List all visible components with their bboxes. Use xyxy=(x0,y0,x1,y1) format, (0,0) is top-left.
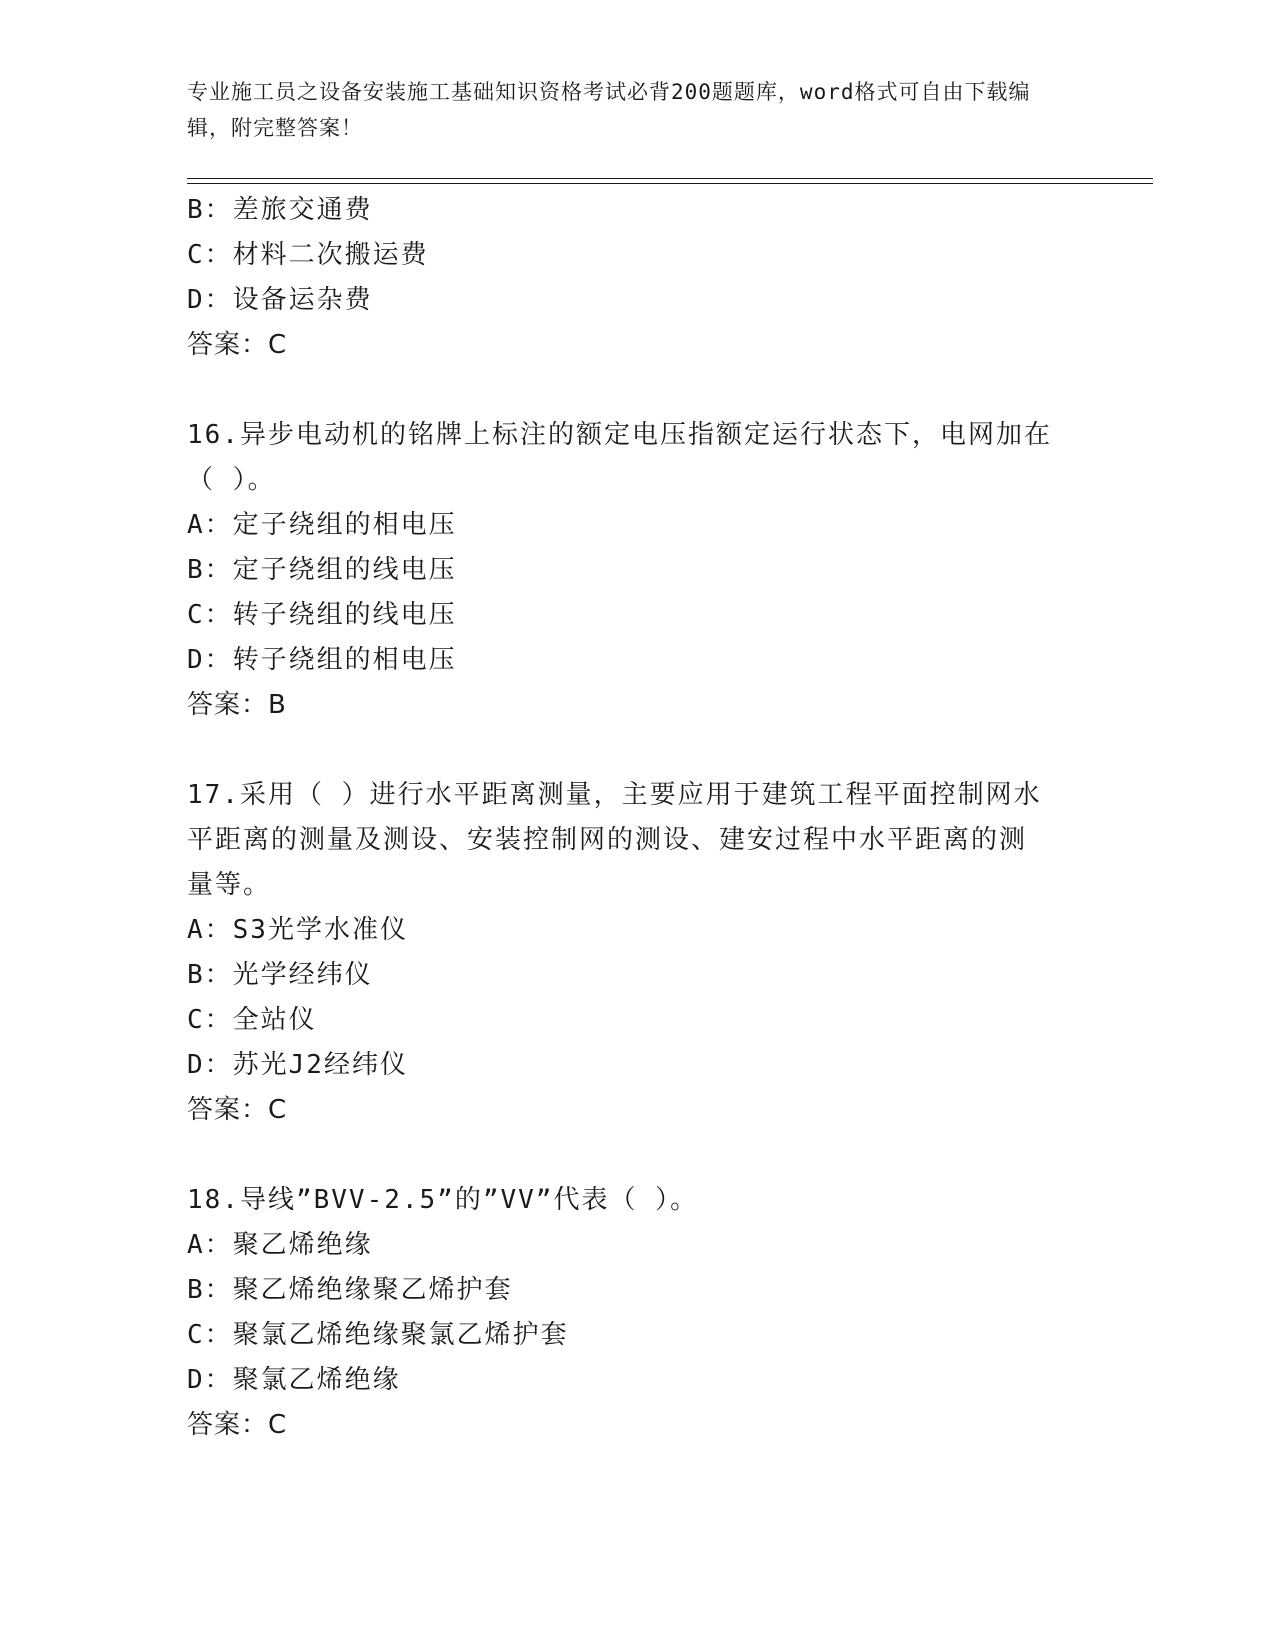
option-b: B：定子绕组的线电压 xyxy=(187,555,457,585)
option-c: C：转子绕组的线电压 xyxy=(187,600,457,630)
option-d: D：转子绕组的相电压 xyxy=(187,645,457,675)
option-a: A：聚乙烯绝缘 xyxy=(187,1230,373,1260)
answer: 答案：C xyxy=(187,1410,288,1440)
option-b: B：光学经纬仪 xyxy=(187,960,373,990)
document-header: 专业施工员之设备安装施工基础知识资格考试必背200题题库，word格式可自由下载编辑，附完整答案！ xyxy=(187,80,1031,140)
question-stem: 18.导线”BVV-2.5”的”VV”代表（ ）。 xyxy=(187,1185,699,1215)
question-stem: （ ）。 xyxy=(187,465,276,495)
option-d: D：设备运杂费 xyxy=(187,285,373,315)
option-a: A：定子绕组的相电压 xyxy=(187,510,457,540)
answer: 答案：B xyxy=(187,690,287,720)
header-divider-top xyxy=(187,178,1153,179)
option-c: C：材料二次搬运费 xyxy=(187,240,429,270)
option-c: C：聚氯乙烯绝缘聚氯乙烯护套 xyxy=(187,1320,569,1350)
question-stem: 16.异步电动机的铭牌上标注的额定电压指额定运行状态下，电网加在 xyxy=(187,420,1052,450)
question-stem: 17.采用（ ）进行水平距离测量，主要应用于建筑工程平面控制网水 xyxy=(187,780,1042,810)
answer: 答案：C xyxy=(187,1095,288,1125)
question-stem: 平距离的测量及测设、安装控制网的测设、建安过程中水平距离的测 xyxy=(187,825,1028,855)
option-c: C：全站仪 xyxy=(187,1005,317,1035)
option-d: D：聚氯乙烯绝缘 xyxy=(187,1365,401,1395)
answer: 答案：C xyxy=(187,330,288,360)
option-b: B：差旅交通费 xyxy=(187,195,373,225)
option-a: A：S3光学水准仪 xyxy=(187,915,408,945)
option-d: D：苏光J2经纬仪 xyxy=(187,1050,408,1080)
question-stem: 量等。 xyxy=(187,870,272,900)
option-b: B：聚乙烯绝缘聚乙烯护套 xyxy=(187,1275,513,1305)
header-divider-bottom xyxy=(187,183,1153,184)
